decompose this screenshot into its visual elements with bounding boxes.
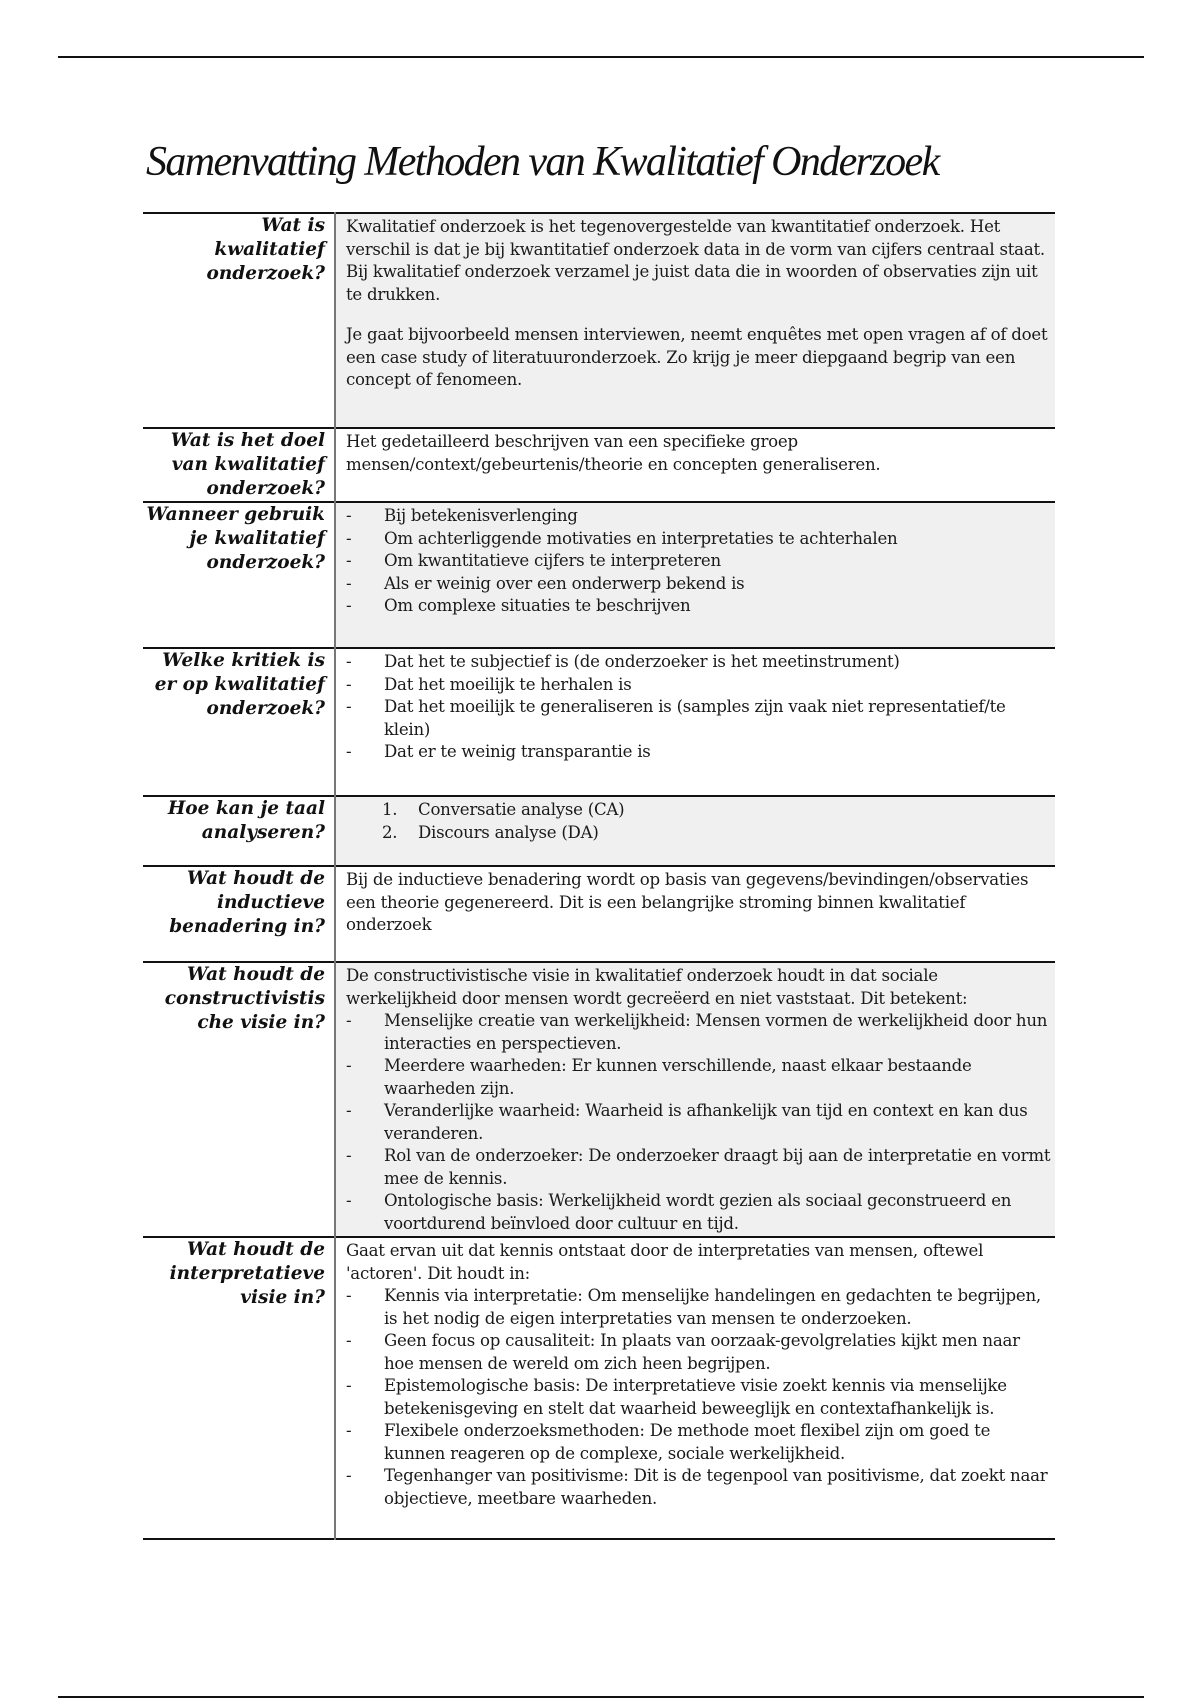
question-text: Welke kritiek is er op kwalitatief onderzoek? [154,650,325,719]
bullet-item: - Dat er te weinig transparantie is [346,741,1051,764]
bullet-item: - Dat het moeilijk te herhalen is [346,674,1051,697]
question-cell [143,796,335,866]
answer-paragraph: Het gedetailleerd beschrijven van een specifieke groep mensen/context/gebeurtenis/theorie en concepten generaliseren. [346,432,881,474]
bullet-item: - Bij betekenisverlenging [346,505,1051,528]
bullet-item: - Om kwantitatieve cijfers te interpreteren [346,550,1051,573]
answer-cell [335,866,1055,962]
bullet-item: - Dat het te subjectief is (de onderzoeker is het meetinstrument) [346,651,1051,674]
qa-row-taal-analyseren [143,796,1055,866]
answer-cell [335,1237,1055,1539]
answer-paragraph: Gaat ervan uit dat kennis ontstaat door de interpretaties van mensen, oftewel 'actoren'. Dit houdt in: [346,1241,984,1283]
question-cell [143,962,335,1237]
bullet-item: - Geen focus op causaliteit: In plaats van oorzaak-gevolgrelaties kijkt men naar hoe mensen de wereld om zich heen begrijpen. [346,1330,1051,1375]
qa-row-kwalitatief-onderzoek [143,213,1055,428]
bullet-item: - Om complexe situaties te beschrijven [346,595,1051,618]
bullet-item: - Epistemologische basis: De interpretatieve visie zoekt kennis via menselijke betekenisgeving en stelt dat waarheid beweeglijk en contextafhankelijk is. [346,1375,1051,1420]
qa-row-interpretatieve-visie [143,1237,1055,1539]
bullet-list [346,505,1051,618]
answer-paragraph: Kwalitatief onderzoek is het tegenovergestelde van kwantitatief onderzoek. Het verschil is dat je bij kwantitatief onderzoek data in de vorm van cijfers centraal staat. Bij kwalitatief onderzoek verzamel je juist data die in woorden of observaties zijn uit te drukken. [346,217,1045,304]
answer-paragraph: Je gaat bijvoorbeeld mensen interviewen, neemt enquêtes met open vragen af of doet een case study of literatuuronderzoek. Zo krijg je meer diepgaand begrip van een concept of fenomeen. [346,325,1048,389]
bottom-rule [58,1696,1144,1698]
top-rule [58,56,1144,58]
bullet-list [346,651,1051,764]
numbered-item [382,799,1051,822]
bullet-item: - Dat het moeilijk te generaliseren is (samples zijn vaak niet representatief/te klein) [346,696,1051,741]
bullet-item: - Ontologische basis: Werkelijkheid wordt gezien als sociaal geconstrueerd en voortdurend beïnvloed door cultuur en tijd. [346,1190,1051,1235]
item-text: Conversatie analyse (CA) [418,800,625,819]
question-text: Wat is kwalitatief onderzoek? [206,215,325,284]
question-cell [143,648,335,796]
qa-row-wanneer [143,502,1055,648]
bullet-item: - Meerdere waarheden: Er kunnen verschillende, naast elkaar bestaande waarheden zijn. [346,1055,1051,1100]
answer-cell [335,213,1055,428]
qa-row-inductieve-benadering [143,866,1055,962]
question-text: Wat houdt de inductieve benadering in? [169,868,325,937]
item-number: 1. [382,800,398,819]
bullet-item: - Kennis via interpretatie: Om menselijke handelingen en gedachten te begrijpen, is het nodig de eigen interpretaties van mensen te onderzoeken. [346,1285,1051,1330]
bullet-item: - Menselijke creatie van werkelijkheid: Mensen vormen de werkelijkheid door hun interacties en perspectieven. [346,1010,1051,1055]
numbered-item [382,822,1051,845]
question-cell [143,428,335,502]
item-text: Discours analyse (DA) [418,822,599,842]
bullet-item: - Als er weinig over een onderwerp bekend is [346,573,1051,596]
answer-paragraph: De constructivistische visie in kwalitatief onderzoek houdt in dat sociale werkelijkheid door mensen wordt gecreëerd en niet vaststaat. Dit betekent: [346,966,968,1008]
question-cell [143,502,335,648]
bullet-item: - Veranderlijke waarheid: Waarheid is afhankelijk van tijd en context en kan dus veranderen. [346,1100,1051,1145]
item-number: 2. [382,822,398,842]
answer-paragraph: Bij de inductieve benadering wordt op basis van gegevens/bevindingen/observaties een theorie gegenereerd. Dit is een belangrijke stroming binnen kwalitatief onderzoek [346,870,1029,934]
qa-table [143,212,1055,1540]
answer-cell [335,648,1055,796]
bullet-list [346,1285,1051,1510]
qa-row-constructivistische-visie [143,962,1055,1237]
bullet-item: - Rol van de onderzoeker: De onderzoeker draagt bij aan de interpretatie en vormt mee de kennis. [346,1145,1051,1190]
answer-cell [335,428,1055,502]
qa-row-kritiek [143,648,1055,796]
bullet-item: - Flexibele onderzoeksmethoden: De methode moet flexibel zijn om goed te kunnen reageren op de complexe, sociale werkelijkheid. [346,1420,1051,1465]
question-text: Hoe kan je taal analyseren? [167,798,325,843]
bullet-item: - Tegenhanger van positivisme: Dit is de tegenpool van positivisme, dat zoekt naar objectieve, meetbare waarheden. [346,1465,1051,1510]
bullet-item: - Om achterliggende motivaties en interpretaties te achterhalen [346,528,1051,551]
numbered-list [346,799,1051,844]
question-text: Wanneer gebruik je kwalitatief onderzoek? [146,504,325,573]
question-text: Wat is het doel van kwalitatief onderzoek? [170,430,325,499]
answer-cell [335,796,1055,866]
question-cell [143,213,335,428]
document-title: Samenvatting Methoden van Kwalitatief Onderzoek [146,139,939,185]
qa-row-doel [143,428,1055,502]
answer-cell [335,962,1055,1237]
question-text: Wat houdt de interpretatieve visie in? [169,1239,325,1308]
bullet-list [346,1010,1051,1235]
question-cell [143,866,335,962]
answer-cell [335,502,1055,648]
question-cell [143,1237,335,1539]
question-text: Wat houdt de constructivistis che visie in? [164,964,325,1033]
